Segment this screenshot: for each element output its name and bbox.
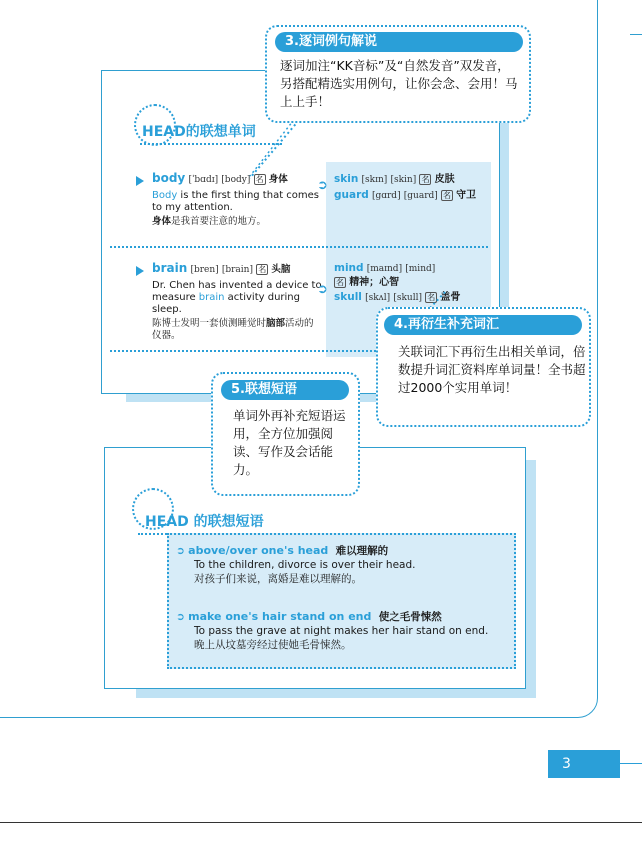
phrase-entry <box>176 544 506 586</box>
callout-title: 3.逐词例句解说 <box>275 32 523 52</box>
example-sentence-end: activity during sleep. <box>152 292 300 315</box>
translation: 陈博士发明一套侦测睡觉时 <box>152 318 267 329</box>
related-headword: skin <box>334 173 359 185</box>
section-title: HEAD的联想单词 <box>142 124 256 140</box>
meaning: 精神；心智 <box>349 277 400 288</box>
natural-phonetic: [brain] <box>221 265 253 275</box>
related-headword: skull <box>334 291 362 303</box>
link-arrow-icon: ➲ <box>317 282 328 297</box>
translation-keyword: 脑部 <box>266 318 286 329</box>
kk-phonetic: [skʌl] <box>365 293 391 303</box>
example-keyword: brain <box>198 292 225 303</box>
page-number-line <box>620 763 642 764</box>
callout-body: 逐词加注“KK音标”及“自然发音”双发音，另搭配精选实用例句，让你会念、会用！马上上手！ <box>280 58 518 109</box>
pos-tag: 名 <box>255 175 264 184</box>
callout-word-examples <box>265 25 531 123</box>
meaning: 头脑 <box>271 264 291 275</box>
phrase: make one's hair stand on end <box>188 610 372 623</box>
translation: 是我首要注意的地方。 <box>171 216 267 227</box>
meaning: 守卫 <box>456 190 477 201</box>
phrase-meaning: 使之毛骨悚然 <box>378 611 442 623</box>
phrase-example: To the children, divorce is over their head. <box>194 559 416 571</box>
natural-phonetic: [body] <box>221 175 251 185</box>
meaning: 盖骨 <box>440 292 461 303</box>
link-arrow-icon: ➲ <box>176 611 185 623</box>
page-number: 3 <box>548 750 620 778</box>
callout-body: 关联词汇下再衍生出相关单词，倍数提升词汇资料库单词量！全书超过2000个实用单词！ <box>398 344 586 395</box>
example-sentence: is the first thing that comes to my attention. <box>152 190 320 213</box>
section-title-rest: 的联想短语 <box>188 514 264 530</box>
callout-derived-words <box>376 307 591 427</box>
meaning: 皮肤 <box>434 174 455 185</box>
kk-phonetic: [ˈbɑdɪ] <box>188 175 219 185</box>
bottom-rule <box>0 822 642 823</box>
callout-body: 单词外再补充短语运用，全方位加强阅读、写作及会话能力。 <box>233 408 346 477</box>
phrase: above/over one's head <box>188 544 329 557</box>
callout-phrases <box>211 372 360 496</box>
phrase-entry <box>176 610 506 652</box>
callout-title: 5.联想短语 <box>221 380 349 400</box>
natural-phonetic: [guard] <box>403 191 438 201</box>
headword: brain <box>152 261 188 275</box>
section-title <box>145 511 264 531</box>
natural-phonetic: [mind] <box>405 264 436 274</box>
natural-phonetic: [skull] <box>393 293 422 303</box>
link-arrow-icon: ➲ <box>176 545 185 557</box>
kk-phonetic: [skɪn] <box>361 175 388 185</box>
link-arrow-icon: ➲ <box>317 178 328 193</box>
related-headword: mind <box>334 262 364 274</box>
translation-keyword: 身体 <box>152 216 172 227</box>
pos-tag: 名 <box>258 265 267 274</box>
natural-phonetic: [skin] <box>390 175 417 185</box>
pos-tag: 名 <box>442 191 451 200</box>
pos-tag: 名 <box>421 175 430 184</box>
section-title-head: HEAD <box>145 514 189 530</box>
phrase-example: To pass the grave at night makes her hair stand on end. <box>194 625 489 637</box>
meaning: 身体 <box>268 174 288 185</box>
headword: body <box>152 171 186 185</box>
kk-phonetic: [bren] <box>190 265 219 275</box>
example-keyword: Body <box>152 190 178 201</box>
example-sentence: Dr. Chen has invented a device to measure <box>152 280 322 303</box>
kk-phonetic: [gɑrd] <box>371 191 401 201</box>
translation-end: 活动的仪器。 <box>152 318 314 341</box>
pos-tag: 名 <box>336 278 344 287</box>
phrase-translation: 晚上从坟墓旁经过使她毛骨悚然。 <box>194 639 352 651</box>
phrase-translation: 对孩子们来说，离婚是难以理解的。 <box>194 573 362 585</box>
related-headword: guard <box>334 189 369 201</box>
pos-tag: 名 <box>427 293 436 302</box>
callout-title: 4.再衍生补充词汇 <box>384 315 582 335</box>
phrase-meaning: 难以理解的 <box>335 545 389 557</box>
kk-phonetic: [maɪnd] <box>366 264 403 274</box>
